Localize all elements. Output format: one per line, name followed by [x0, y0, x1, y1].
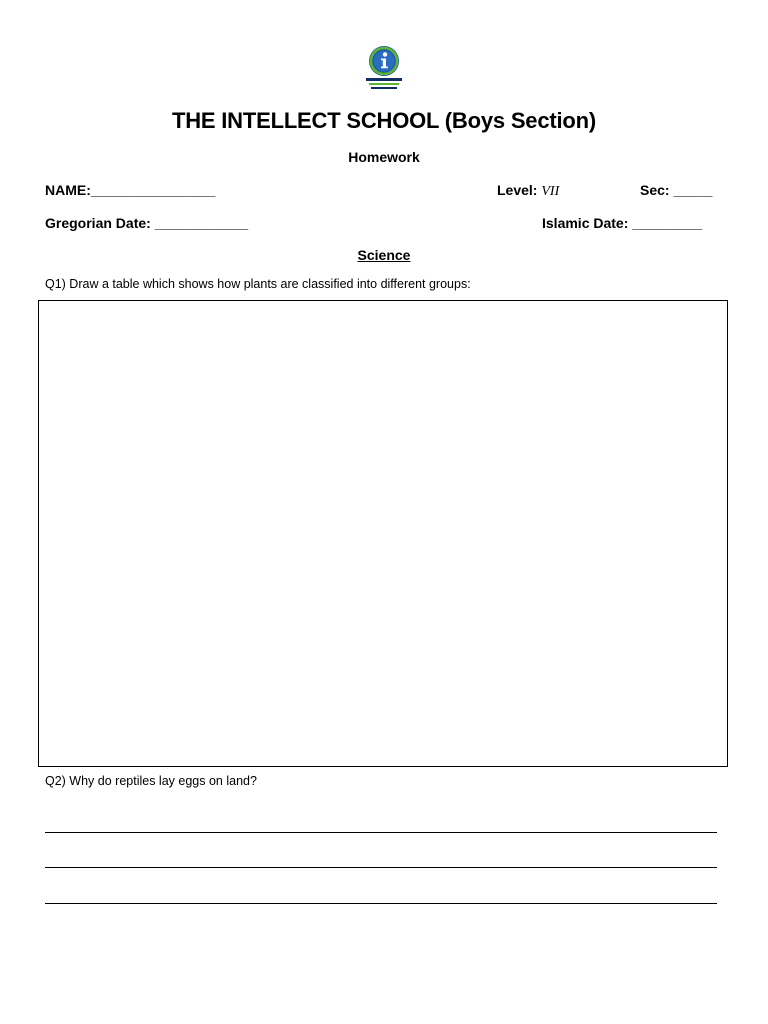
school-info-logo-icon [360, 44, 408, 94]
answer-line [45, 867, 717, 868]
school-logo [360, 44, 408, 94]
section-field: Sec: _____ [640, 182, 713, 198]
level-field [497, 182, 559, 200]
name-field: NAME:________________ [45, 182, 216, 198]
level-value: VII [541, 184, 560, 199]
subject-heading: Science [357, 247, 411, 263]
answer-box-q1 [38, 300, 728, 767]
question-2: Q2) Why do reptiles lay eggs on land? [45, 774, 257, 788]
page-title: THE INTELLECT SCHOOL (Boys Section) [171, 108, 597, 133]
level-label: Level: [497, 182, 538, 198]
answer-line [45, 903, 717, 904]
page-subtitle: Homework [348, 149, 420, 165]
question-1: Q1) Draw a table which shows how plants are classified into different groups: [45, 277, 471, 291]
islamic-date-field: Islamic Date: _________ [542, 215, 703, 231]
answer-line [45, 832, 717, 833]
gregorian-date-field: Gregorian Date: ____________ [45, 215, 249, 231]
